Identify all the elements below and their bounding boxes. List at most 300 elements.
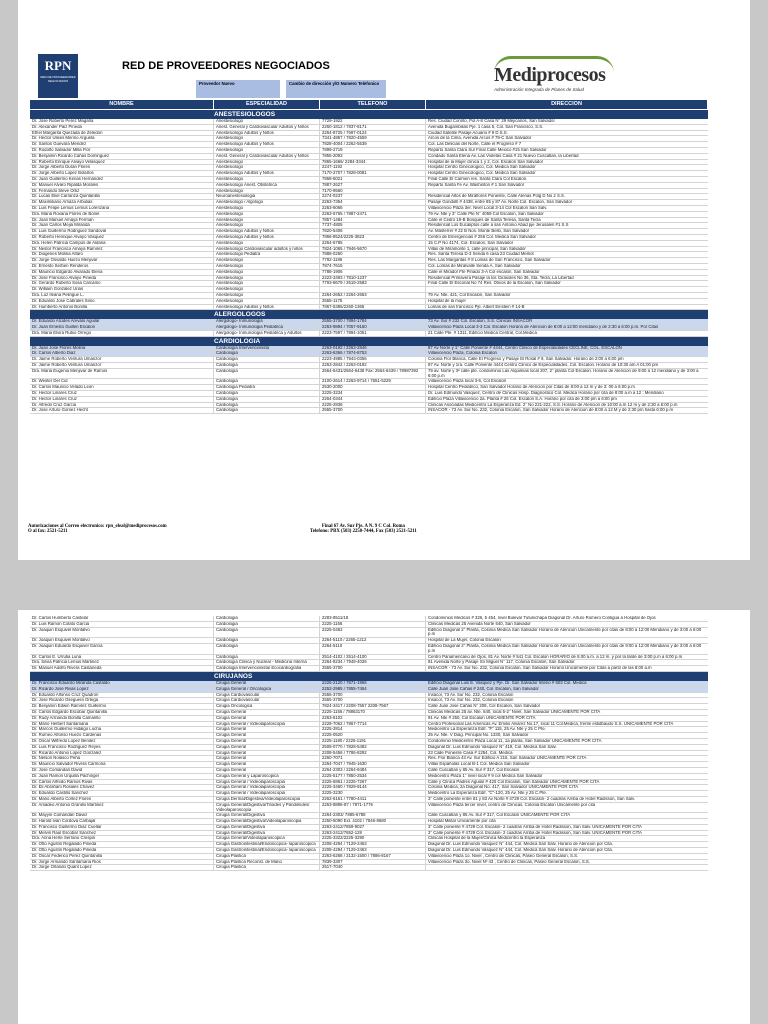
address: 25 Av. Nte. V Diag. Principal No. 1330, San Salvador: [428, 733, 529, 738]
provider-name: Dr. Jorge Osvaldo Huezo Menjivar: [30, 258, 214, 263]
phone: 7824-1065 / 7946-5670: [320, 247, 426, 252]
specialty: Anestesiologo: [214, 148, 320, 153]
phone: 2555-3700: [320, 693, 426, 698]
phone: 2223-7597 / 7894-1051: [320, 331, 426, 336]
address: Res. Las Margaritas # 8 Lomas de San Francisco, San Salvador: [428, 258, 551, 263]
specialty: Cirugia Cardiovascular: [214, 698, 320, 703]
col-header-phone: TELEFONO: [320, 100, 426, 109]
specialty: Cirugia Plastica: [214, 865, 320, 870]
phone: 2225-1156: [320, 622, 426, 627]
address: 73 Av. Sur # 232 Col. Escalon, S.S. Clinicas INSACOR: [428, 319, 533, 324]
phone: 2225-2814: [320, 727, 426, 732]
provider-name: Dra. Maria Roxana Flores de Bonel: [30, 212, 214, 217]
provider-name: Dr. Rodolfo Salvador Milla Flor: [30, 148, 214, 153]
specialty: Cirugia General/Digestiva: [214, 813, 320, 818]
specialty: Cirugia Plastica Reconst. de Mano: [214, 860, 320, 865]
provider-name: Dr. Juan Jose Flores Molina: [30, 346, 214, 351]
address: Hospital de la mujer: [428, 298, 466, 303]
address: Clinicas Hospital de la Mujer/Clinica Medicentro la Esperanza: [428, 836, 546, 841]
phone: 7865-1666/ 2284-3344: [320, 160, 426, 165]
provider-name: Dr. Hector Linares Cruz: [30, 397, 214, 402]
specialty: Anestesiologo: [214, 165, 320, 170]
specialty: Cardiologia: [214, 403, 320, 408]
specialty: Anestesiologo: [214, 241, 320, 246]
address: Final Calle El Carmen res. Santa Clara Col Escalon.: [428, 176, 528, 181]
specialty: Cirugia General / Videolaparoscopia: [214, 722, 320, 727]
specialty: Cardiologia: [214, 397, 320, 402]
address: Res. Ciudad Corinto, Pol A-8 Casa N° 29 Mejicanos, San Salvador: [428, 119, 555, 123]
provider-table: [30, 110, 708, 414]
col-header-address: DIRECCION: [426, 100, 708, 109]
address: Calle Juan Jose Cañas N° 208, Col Escalon, San Salvador: [428, 704, 541, 709]
logo-abbr: RPN: [44, 58, 72, 73]
specialty: Cirugia General / Videolaparoscopia: [214, 780, 320, 785]
info-new-provider: Proveedor Nuevo: [196, 80, 280, 98]
phone: 2555-3700 / 7894-1784: [320, 319, 426, 324]
specialty: Cardiologia: [214, 628, 320, 638]
phone: 2260-7071: [320, 756, 426, 761]
provider-name: Dr. Jose Arturo Gomez Hecht: [30, 408, 214, 413]
phone: 7793-8679 / 2519-2583: [320, 281, 426, 286]
provider-name: Dr. Nestor Francisco Amaya Ramirez: [30, 247, 214, 252]
specialty: Anestesiologo: [214, 270, 320, 275]
address: Medicentro La Esperanza Edif. "C"-120, 25 Av. Nte y 25 C.Pte.: [428, 791, 547, 796]
provider-name: Dr. Jose Comandari David: [30, 768, 214, 773]
provider-name: Dr. Joaquin Eduardo Esquivel Garcia: [30, 644, 214, 654]
specialty: Anestesiologo: [214, 287, 320, 292]
footer-street: Final 67 Av. Sur Pje. A N. 9 C Col. Roma: [321, 524, 405, 529]
provider-name: Dr. Alfredo Cruz Garcia: [30, 403, 214, 408]
provider-name: Dr. Oscar Wilfredo Lopez Benitez: [30, 739, 214, 744]
specialty: Cirugia General / Videolaparoscopia: [214, 785, 320, 790]
provider-name: Dr. Carlos Edgardo Escobar Quintanilla: [30, 710, 214, 715]
provider-name: Dr. Hector Ulises Merino Argueta: [30, 136, 214, 141]
provider-name: Dr. Manuel Alvaro Ripalda Morales: [30, 183, 214, 188]
table-row: [30, 408, 708, 414]
address: 15 C.P No 4174, Col. Escalon, San Salvador: [428, 240, 514, 245]
phone: 2225-1156 / 78863170: [320, 710, 426, 715]
phone: 2264-5110: [320, 644, 426, 654]
section-band: ALERGOLOGOS: [30, 310, 708, 319]
specialty: Cirugia General/Videolaparoscopica: [214, 836, 320, 841]
page-1: [18, 0, 750, 560]
specialty: Anestesiologo Adultos y Niños: [214, 229, 320, 234]
address: Calle el Mirador Fte Pinado 3-A Col escalon, San Salvador: [428, 269, 540, 274]
address: [426, 287, 708, 292]
address: Hospital Militar Unicamente por cita: [428, 819, 496, 824]
address: Av. Masferrer # 22 B Nos. Monte Bello, San Salvador: [428, 229, 530, 234]
provider-name: Dr. Juan Ramon Urquilla Pachinger: [30, 774, 214, 779]
address: Condado Santa Elena Av. Las Violetas Casa # 21 Nuevo Cuscatlan, la Libertad: [428, 153, 579, 158]
phone: 2263-2842 / 2263-0192: [320, 363, 426, 368]
address: Hospital Centro Ginecologico, Col. Medica San Salvador: [428, 171, 536, 176]
footer-phone: Telefono: PBX (503) 2250-7444, Fax (503) 2521-5211: [310, 529, 417, 534]
phone: 2247-1192: [320, 165, 426, 170]
phone: 2555-1175: [320, 299, 426, 304]
provider-name: Dr. Eduardo Alcides Arevalo Aguilar: [30, 319, 214, 324]
provider-name: Dr. Carlos Alberto Diaz: [30, 351, 214, 356]
phone: 2263-6765 / 7887-2471: [320, 212, 426, 217]
logo-subtitle: RED DE PROVEEDORES NEGOCIADOS: [40, 75, 76, 83]
address: 79 av. Norte y 3ª calle pte. condominio Las Alquimias local 207, 2° planta Col Escalon. Horario de Atencion de 9:00 a 12 meridiano y de 3:00 a 6:00 p.m: [428, 368, 699, 378]
specialty: Cardiologia: [214, 644, 320, 654]
address: Clinicas Asociadas Medicentro La Esperanza Ed. 2° No 221-222, S.S. Horario de Atencion de 10:00 a.m 12 m y de 2:30 a 6:00 p.m: [428, 402, 678, 407]
phone: 7788-1906: [320, 270, 426, 275]
specialty: Cirugia General: [214, 762, 320, 767]
specialty: Cirugia General: [214, 756, 320, 761]
section-band: CARDIOLOGIA: [30, 337, 708, 346]
provider-name: Dr. Ernesto Serben Renderos: [30, 264, 214, 269]
specialty: Cirugia Gastrointestinal/Endoscopica- laparoscopica: [214, 848, 320, 853]
phone: 2208-4294 / 7129-2463: [320, 848, 426, 853]
provider-name: Dr. Ricardo Antonio Lopez Gonzalez: [30, 751, 214, 756]
specialty: Anestesiologo Adultos y Niños: [214, 142, 320, 147]
provider-name: Dr. Jaime Roberto Ventura Umanzor: [30, 363, 214, 368]
address: Diagonal Dr. Luis Edmundo Vasquez N° 444, Col. Medica San Salv. Horario de Atencion por Cita.: [428, 842, 613, 847]
address: Hospital de La Mujer, Colonia Escalon: [428, 638, 501, 643]
specialty: Anestesiologo: [214, 160, 320, 165]
provider-name: Dr. Joaquin Esquivel Montalvo: [30, 628, 214, 638]
phone: 2264-2652 / 2264-2653: [320, 293, 426, 298]
table-row: [30, 803, 708, 814]
provider-name: Dra. Anna Herte Serrano Crespin: [30, 836, 214, 841]
phone: 2223-4985 / 7943-0356: [320, 357, 426, 362]
provider-name: Dr. Luis Felipe Lemus Lemus Lorenzana: [30, 206, 214, 211]
address: Villas Españolas Local B-1 Col. Medica San Salvador: [428, 762, 530, 767]
phone: 2263-8895-87 / 7871-1776: [320, 803, 426, 813]
specialty: Cardiologia Clinica y Nuclear - Medicina Interna: [214, 660, 320, 665]
provider-name: Dr. Francisco Eduardo Miranda Castaldo: [30, 681, 214, 686]
address: Arcos de la Cima, Avenida Arcos # 79-C San Salvador: [428, 136, 532, 141]
specialty: Cirugia General: [214, 745, 320, 750]
specialty: Anestesiologo: [214, 119, 320, 124]
specialty: Cardiologia: [214, 655, 320, 660]
provider-name: Dr. Maximiliano Arriaza Arbulias: [30, 200, 214, 205]
phone: 2263-6366 / 7874-8753: [320, 351, 426, 356]
address: Residencial Los Eucaliptos calle a san Antonio Abad pje Jerusalen #1 S.S: [428, 223, 569, 228]
mediprocesos-logo: [494, 64, 624, 92]
phone: 2555-3700: [320, 666, 426, 671]
rpn-logo: [38, 54, 78, 98]
provider-name: Dr. Rudy Armando Bonilla Camarillo: [30, 716, 214, 721]
specialty: Anestesiologo Adultos y Niños: [214, 131, 320, 136]
phone: 2263-6102: [320, 716, 426, 721]
provider-name: Dr. Mayyin Comandari David: [30, 813, 214, 818]
specialty: Anestesiologo: [214, 264, 320, 269]
provider-name: Dr. Romeo Alfonso Huezo Cardenas: [30, 733, 214, 738]
phone: 2225-2836: [320, 403, 426, 408]
provider-name: Dr. Jorge Armando Santamaria Rios: [30, 860, 214, 865]
address: Hospital Centro Ginecologico, Col. Medica San Salvador: [428, 165, 536, 170]
phone: 2263-6066: [320, 206, 426, 211]
provider-name: Dr. Jorge Alberto Duran Flores: [30, 165, 214, 170]
provider-name: Dr. William Gonzalez Urias: [30, 287, 214, 292]
phone: 2250-5090 Ext. 4102 / 7846-8680: [320, 819, 426, 824]
phone: 2264-7047 / 7945-1630: [320, 762, 426, 767]
address: Ciudad Satelite Pasaje Acuario # 9 D S.S.: [428, 130, 508, 135]
brand-arc-icon: [494, 56, 614, 73]
phone: 2264-0344: [320, 397, 426, 402]
specialty: Anest. General y Cardiovascular Adultos y Niños: [214, 154, 320, 159]
provider-name: Dr. Benjamin Edwin Ramirez Guillermo: [30, 704, 214, 709]
address: 79 Av. Nte. 421, Col Escalon, San Salvador: [428, 292, 511, 297]
specialty: Alergologo- Inmunologia Pediatrica: [214, 325, 320, 330]
provider-name: Dr. Mauricio Salvador Rivera Carmona: [30, 762, 214, 767]
specialty: Anestesiologo Adultos y Niños: [214, 171, 320, 176]
phone: 2225-0462: [320, 628, 426, 638]
address: Villavicencio Plaza 3o. Nivel Nº 43 , Centro de Clinicas, Paseo General Escalon, S.S.: [428, 859, 590, 864]
phone: 7867-5386/2260-1365: [320, 305, 426, 310]
footer-address: [310, 524, 417, 534]
provider-name: Ethel Margarita Quezada de Zeledon: [30, 131, 214, 136]
provider-name: Dr. Juan Guillermo Kenas Hernandez: [30, 177, 214, 182]
phone: 2264-5110 / 2265-1212: [320, 638, 426, 643]
phone: 2264-6785: [320, 241, 426, 246]
page-gap: [0, 560, 768, 610]
specialty: Cirugia General: [214, 710, 320, 715]
provider-name: Dr. Jose Francisco Alvayo Pineda: [30, 276, 214, 281]
provider-name: Dr. Roberto Henrique Alvayo Vasquez: [30, 235, 214, 240]
phone: 2262-6161 / 7780-4411: [320, 797, 426, 802]
provider-name: Dr. Lucas Eliel Carranza Quintanilla: [30, 194, 214, 199]
provider-name: Dra. Maria Elvira Rubio Orrego: [30, 331, 214, 336]
address: Colonia Flor Blanca, Calle El Progreso y Pasaje El Rosal # 9, San Salvador. Horario de 2:00 a 6:00 pm: [428, 357, 624, 362]
specialty: Anestesiologo: [214, 276, 320, 281]
provider-name: Dr. Ricardo Jose Rivas Lopez: [30, 687, 214, 692]
specialty: Anestesiologo / Algologo: [214, 200, 320, 205]
phone: 2223-3493 / 7810-1237: [320, 276, 426, 281]
provider-name: Dr. Jaime Roberto Ventura Umanzor: [30, 357, 214, 362]
provider-name: Dr. Jose Roberto Perez Magaña: [30, 119, 214, 124]
specialty: Cardiologia Intervencionista/ Ecocardiografia: [214, 666, 320, 671]
specialty: Cirugia Plastica: [214, 854, 320, 859]
col-header-specialty: ESPECIALIDAD: [214, 100, 320, 109]
table-row: [30, 628, 708, 639]
phone: 2530-2000: [320, 385, 426, 390]
specialty: Cirugia General: [214, 681, 320, 686]
provider-name: Dr. Roberto Enrique Alvayo Velasquez: [30, 160, 214, 165]
address: Edificio Diagonal 2° Planta, Colonia Medica San Salvador Horario de Atencion Unicamente por citas de 9:00 a 12:00 Meridiano y de 3:00 a 6:00 p.m: [428, 643, 702, 653]
provider-name: Dr. Joaquin Esquivel Montalvo: [30, 638, 214, 643]
specialty: Anestesiologo: [214, 136, 320, 141]
provider-name: Dr. Wester Del Cid: [30, 379, 214, 384]
phone: 2263-6268 / 2132-1500 / 7886-8167: [320, 854, 426, 859]
provider-name: Dr. Marcos Guillermo Hidalgo Lucha: [30, 727, 214, 732]
specialty: Cirugia Gastrointestinal/Endoscopica- laparoscopica: [214, 842, 320, 847]
info-address-change: Cambio de dirección y/O Numero Telefonico: [286, 80, 386, 98]
col-header-name: NOMBRE: [30, 100, 214, 109]
provider-name: Dr. Hector Linares Cruz: [30, 391, 214, 396]
phone: 7824-3417 / 2208-7557 2208-7567: [320, 704, 426, 709]
address: Condominio Medicentro Plaza Local 11, 1a planta, San Salvador UNICAMENTE POR CITA: [428, 738, 602, 743]
specialty: Anestesiologo Adultos y Niños: [214, 305, 320, 310]
specialty: Cirugia General/Digestiva/Videolaparoscopia: [214, 819, 320, 824]
address: Clinicas Medicas 25 Avenida Norte 640, San Salvador: [428, 621, 531, 626]
provider-name: Dra. Silvia Patricia Lemus Martinez: [30, 660, 214, 665]
address: 3° Calle poniente # 4729 Col. Escalon- 2 cuadras Arriba de Hotel Radisson, San Salv. UNICAMENTE POR CITA: [428, 830, 642, 835]
address: Calle el Cedro 19-B Bosques de Santa Teresa, Santa Tecla: [428, 217, 541, 222]
specialty: Cardiologia: [214, 622, 320, 627]
specialty: Neuroanestesiologia: [214, 194, 320, 199]
address: Col. Las Delicias del Norte, Calle el Progreso # 7: [428, 142, 522, 147]
address: 81 Avenida Norte y Pasaje Sn Miguel N° 117, Colonia Escalon, San Salvador: [428, 660, 575, 665]
phone: 7792-1186: [320, 258, 426, 263]
address: Calle Juan Jose Cañas # 240, Col. Escalon, San Salvador: [428, 686, 539, 691]
address: Villavicencio Plaza 3er. Nivel Local 3-14 Col Escalon San Salv.: [428, 205, 548, 210]
phone: 2517-7040: [320, 865, 426, 870]
specialty: Cardiologia: [214, 391, 320, 396]
address: INSACOR - 73 Av. Sur No. 232, Colonia Escalon, San Salvador Horario de Atencion de 8:00 a 12 M y de 2:30 pm hasta 6:00 p.m: [428, 408, 674, 413]
address: 3° Calle poniente entre 81 y 83 Av Norte # 4729 Col. Escalon- 2 cuadras Arriba de Hotel Radisson, San Salv.: [428, 796, 635, 801]
specialty: Anest. General y Cardiovascular Adultos y Niños: [214, 125, 320, 130]
provider-name: Dr. Jose Ricardo Oseguera Ortega: [30, 698, 214, 703]
table-row: [30, 644, 708, 655]
provider-name: Dr. Harold Ivan Cordova Carbajal: [30, 819, 214, 824]
phone: 7341-4857 / 7820-4559: [320, 136, 426, 141]
phone: 7828-4004 / 2262-5539: [320, 142, 426, 147]
specialty: Cirugia Dermal/Digestiva/Videolaparoscopia: [214, 797, 320, 802]
phone: 2264-8234 / 7949-4026: [320, 660, 426, 665]
address: Col. Lomas de Miralvalle Senda A, San Salvador: [428, 263, 521, 268]
section-band: ANESTESIOLOGOS: [30, 110, 708, 119]
address: Insacor, 73 Av. Sur No. 232, Colonia Escalon: [428, 692, 514, 697]
phone: 2225-1180 / 2225-1191: [320, 739, 426, 744]
phone: 2225-3460 / 7829-9144: [320, 785, 426, 790]
address: Villavicencio Plaza, Colonia Escalon: [428, 351, 497, 356]
phone: 2225-6861 / 2226-7267: [320, 780, 426, 785]
phone: 2228-7062 / 7867-7714: [320, 722, 426, 727]
provider-name: Dr. Jorge Alberto Lopez Bolaños: [30, 171, 214, 176]
phone: 2252-2985 / 7855-7454: [320, 687, 426, 692]
address: Villavicencio Plaza tercer nivel, centro de Clinicas, Colonia Escalon Unicamente por cita: [428, 802, 596, 807]
address: Medicentro La Esperanza Edif. "F" 115, 25 Av. Nte y 25 C Pte.: [428, 727, 546, 732]
footer-fax: O al fax: 2521-5211: [28, 529, 68, 534]
provider-name: Dr. Luis Guillermo Rodriguez Sandoval: [30, 229, 214, 234]
provider-name: Dr. Fernando Sleve Ortiz: [30, 189, 214, 194]
provider-name: Dr. Eduardo Alfonso Cruz Quadron: [30, 693, 214, 698]
address: Dr. Luis Edmundo Vasquez, Centro de Clinicas Hosp. Diagnostico Col. Medica Horario por cita de 8:00 a.m a 12 : Meridiano: [428, 391, 664, 396]
phone: 2225-0520: [320, 733, 426, 738]
phone: 2260-1812 / 7837-8171: [320, 125, 426, 130]
specialty: Anestesiologo Anest. Obstetrica: [214, 183, 320, 188]
phone: 2208-4294 / 7129-2463: [320, 842, 426, 847]
phone: 7839-3307: [320, 860, 426, 865]
specialty: Cirugia General: [214, 739, 320, 744]
provider-table-continued: [30, 616, 708, 871]
specialty: Anestesiologo: [214, 299, 320, 304]
specialty: Anestesiologo Cardiovascular adultos y niños: [214, 247, 320, 252]
specialty: Cirugia General / Videolaparoscopia: [214, 791, 320, 796]
phone: 2263-2412/7859-9027: [320, 825, 426, 830]
phone: 7887-2627: [320, 183, 426, 188]
phone: 7737-4805: [320, 223, 426, 228]
address: 91 Av. Nte # 250, Col Escalon UNICAMENTE POR CITA: [428, 715, 536, 720]
specialty: Cardiologia Intervencionista: [214, 346, 320, 351]
specialty: Cardiologia: [214, 408, 320, 413]
specialty: Anestesiologo Adultos y Niños: [214, 235, 320, 240]
phone: 2100-2614 / 2263-9714 / 7651-5229: [320, 379, 426, 384]
specialty: Cardiologia: [214, 638, 320, 643]
specialty: Cirugia General: [214, 768, 320, 773]
phone: [320, 287, 426, 292]
table-row: [30, 865, 708, 871]
specialty: Anestesiologo: [214, 206, 320, 211]
specialty: Cardiologia: [214, 369, 320, 379]
specialty: Cirugia Oncologica: [214, 704, 320, 709]
address: Diagonal Dr. Luis Edmundo Vasquez N° 419, Col. Medica San Salv.: [428, 744, 557, 749]
specialty: Cardiologia: [214, 357, 320, 362]
provider-name: Dr. Mario Herbert Santamaria: [30, 722, 214, 727]
address: [426, 189, 708, 194]
provider-name: Dr. Carlos E. Urrutia Luna: [30, 655, 214, 660]
provider-name: Dr. Santos Guevara Mendez: [30, 142, 214, 147]
phone: 7899-2719: [320, 148, 426, 153]
address: Residencial Altos de Miraflores Poniente, Calle Atenas Polg D No 2 S.S.: [428, 194, 566, 199]
address: Villavicencio Plaza local 3-6, Col Escalon: [428, 379, 507, 384]
specialty: Cirugia General: [214, 716, 320, 721]
address: Edificio Diagonal Luis E. Vasquez y Pje. Dr. San Salvador Interio # 603 Col. Medica: [428, 680, 587, 685]
address: Res. Flor Blanca 43 Av. Sur Edificio A 216, San Salvador UNICAMENTE POR CITA: [428, 756, 587, 761]
address: 79 Av. Nte y 3° Calle Pte N° 4059 Col Escalon, San Salvador: [428, 211, 544, 216]
specialty: Cirugia General y Laparoscopica: [214, 774, 320, 779]
provider-name: Dr. Carlos Alfredo Ramos Rivas: [30, 780, 214, 785]
address: Condominios Medicos # 326, 5 454, nivel Bulevar Tutunichapa Diagonal Dr. Arturo Romero Contigua a Hospital de Ojos: [428, 616, 656, 620]
specialty: Cirugia General/Digestiva: [214, 831, 320, 836]
phone: 2263-7354: [320, 200, 426, 205]
address: Diagonal Dr. Luis Edmundo Vasquez N° 444, Col. Medica San Salv. Horario de Atencion por Cita.: [428, 848, 613, 853]
phone: 2264-8725 / 7697-0124: [320, 131, 426, 136]
specialty: Cirugia General / Oncologica: [214, 687, 320, 692]
specialty: Anestesiologo: [214, 293, 320, 298]
address: Colonia Medica, 2a Diagonal No. 417, San Salvador UNICAMENTE POR CITA: [428, 785, 579, 790]
phone: 2283-8511/18: [320, 616, 426, 621]
specialty: Cirugia General/Digestiva: [214, 825, 320, 830]
specialty: Anestesiologo: [214, 189, 320, 194]
provider-name: Dr. Luis Francisco Rodriguez Reyes: [30, 745, 214, 750]
provider-name: Dr. Carlos Humberto Castelar: [30, 616, 214, 621]
phone: 2508-0770 / 7828-5492: [320, 745, 426, 750]
address: Villavicencio Plaza Local 3-3 Col. Escalon Horario de Atencion de 8:00 a 12:00 meridiano y de 2:30 a 6:00 p.m. Por Citas: [428, 325, 659, 330]
provider-name: Dr. Otto Agustin Regalado Pineda: [30, 842, 214, 847]
provider-name: Dr. Jorge Orlando Quant Lopez: [30, 865, 214, 870]
provider-name: Dr. Juan Ernesto Guillen Escalon: [30, 325, 214, 330]
specialty: Cardiologia: [214, 351, 320, 356]
address: Calle Cuscatlan y 85 Av. Sur # 317, Col Escalon UNICAMENTE POR CITA: [428, 813, 571, 818]
phone: 7866-8524/2225-3823: [320, 235, 426, 240]
phone: 2555-3700: [320, 408, 426, 413]
specialty: Cardiologia: [214, 616, 320, 621]
provider-name: Dr. Eduardo Castillo Sanchez: [30, 791, 214, 796]
phone: 2564-6431/2564-6438 Fax: 2564-6439 / 78987392: [320, 369, 426, 379]
address: Pasaje Gondolfi # 4438, entre 85 y 87 Av. Norte Col. Escalon, San Salvador: [428, 200, 573, 205]
address: Calle y Clinica Padres Aguilar # 420 Col Escalon, San Salvador UNICAMENTE POR CITA: [428, 779, 600, 784]
table-row: [30, 369, 708, 380]
provider-name: Dr. Melvin Raul Escobar Sanchez: [30, 831, 214, 836]
provider-name: Dr. Mario Alberto Cortez Flores: [30, 797, 214, 802]
address: Edificio Diagonal 2° Planta, Colonia Medica San Salvador Horario de Atencion Unicamente por citas de 8:00 a 12:00 Meridiano y de 3:00 a 6:00 p.m: [428, 627, 702, 637]
phone: 7729-1922: [320, 119, 426, 124]
address: Edificio Plaza Villavicencio 2a. Planta # 26 Col. Escalon S.A. Horario por cita de 3:00 pm a 6:00 pm: [428, 396, 617, 401]
address: Centro de Emergencias # 256 Col. Medica San Salvador: [428, 234, 536, 239]
specialty: Alergologo- Inmunologia Pediatrica y Adultos: [214, 331, 320, 336]
provider-name: Dra. Maria Eugenia Menjivar de Ramos: [30, 369, 214, 379]
address: Lomas de san francisco Pje. Albert Einstein # 14-B: [428, 304, 525, 309]
provider-name: Dr. Gerardo Roberto Sosa Carcamo: [30, 281, 214, 286]
address: 23 Calle Poniente Casa # 1254, Col. Medica: [428, 750, 513, 755]
address: Final Calle El Escorial No 74 Res. Olivos de la Escalon, San Salvador: [428, 281, 561, 286]
document-title: RED DE PROVEEDORES NEGOCIADOS: [122, 60, 330, 72]
phone: 2263-0192 / 2263-2846: [320, 346, 426, 351]
